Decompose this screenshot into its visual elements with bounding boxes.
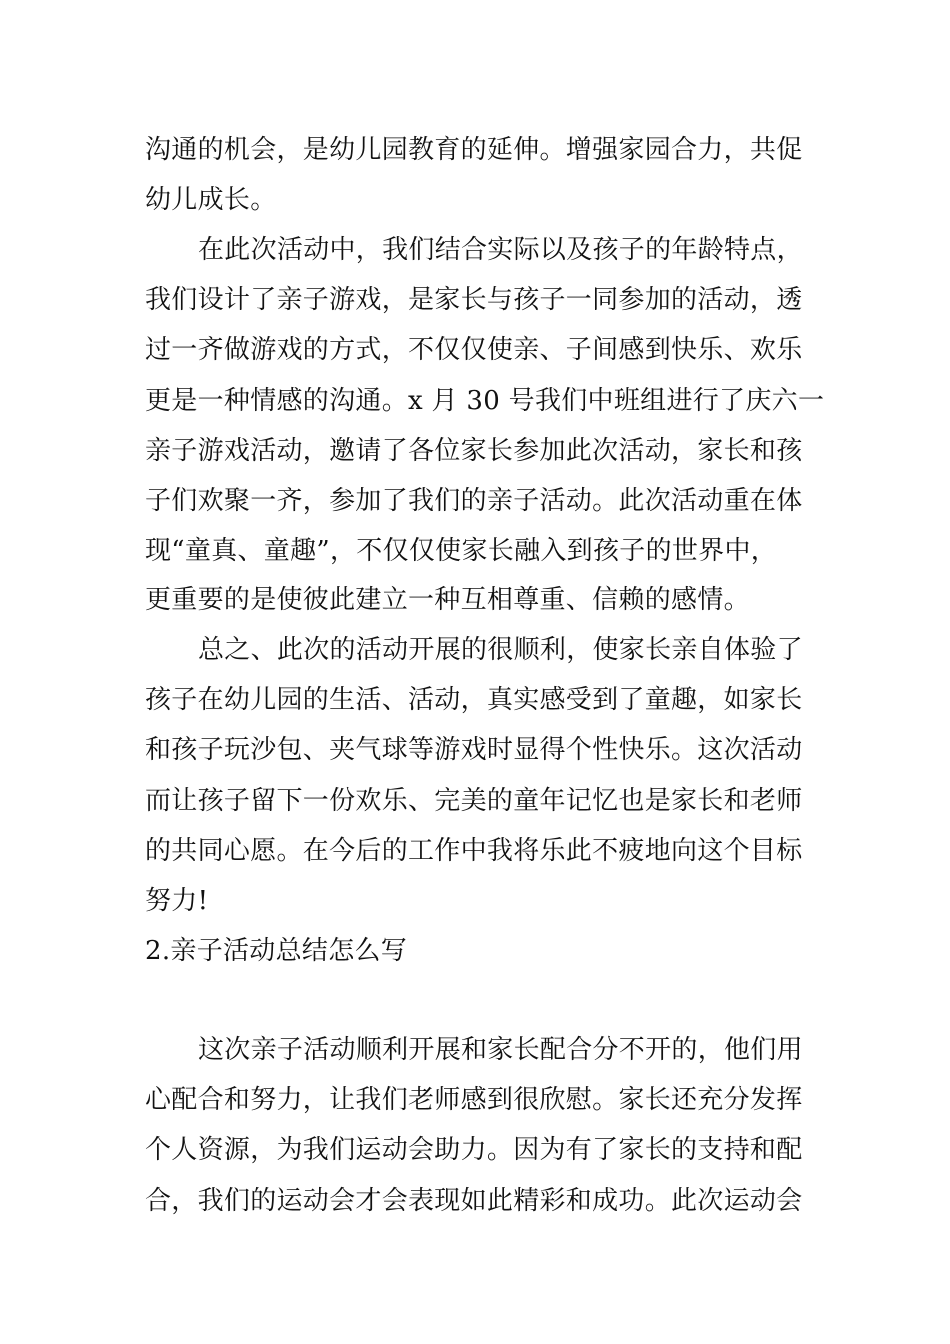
paragraph-3-line-6: 努力! <box>145 886 209 916</box>
paragraph-3-line-4: 而让孩子留下一份欢乐、完美的童年记忆也是家长和老师 <box>145 786 803 816</box>
paragraph-3-line-3: 和孩子玩沙包、夹气球等游戏时显得个性快乐。这次活动 <box>145 735 803 765</box>
paragraph-2-line-2: 我们设计了亲子游戏，是家长与孩子一同参加的活动，透 <box>145 285 803 315</box>
paragraph-2-line-7: 现“童真、童趣”，不仅仅使家长融入到孩子的世界中， <box>145 536 778 566</box>
paragraph-4-line-3: 个人资源，为我们运动会助力。因为有了家长的支持和配 <box>145 1135 803 1165</box>
paragraph-2-line-3: 过一齐做游戏的方式，不仅仅使亲、子间感到快乐、欢乐 <box>145 335 803 365</box>
paragraph-4-line-4: 合，我们的运动会才会表现如此精彩和成功。此次运动会 <box>145 1186 803 1216</box>
paragraph-3-line-2: 孩子在幼儿园的生活、活动，真实感受到了童趣，如家长 <box>145 685 803 715</box>
paragraph-2-line-5: 亲子游戏活动，邀请了各位家长参加此次活动，家长和孩 <box>145 436 803 466</box>
paragraph-2-line-8: 更重要的是使彼此建立一种互相尊重、信赖的感情。 <box>145 585 750 615</box>
paragraph-2-line-4: 更是一种情感的沟通。x 月 30 号我们中班组进行了庆六一 <box>145 386 825 416</box>
paragraph-3-line-5: 的共同心愿。在今后的工作中我将乐此不疲地向这个目标 <box>145 836 803 866</box>
paragraph-1-line-1: 沟通的机会，是幼儿园教育的延伸。增强家园合力，共促 <box>145 135 803 165</box>
paragraph-1-line-2: 幼儿成长。 <box>145 185 277 215</box>
section-heading: 2.亲子活动总结怎么写 <box>145 936 408 966</box>
paragraph-4-line-1: 这次亲子活动顺利开展和家长配合分不开的，他们用 <box>198 1035 803 1065</box>
paragraph-2-line-1: 在此次活动中，我们结合实际以及孩子的年龄特点， <box>198 235 803 265</box>
paragraph-4-line-2: 心配合和努力，让我们老师感到很欣慰。家长还充分发挥 <box>145 1085 803 1115</box>
paragraph-3-line-1: 总之、此次的活动开展的很顺利，使家长亲自体验了 <box>198 635 803 665</box>
paragraph-2-line-6: 子们欢聚一齐，参加了我们的亲子活动。此次活动重在体 <box>145 486 803 516</box>
